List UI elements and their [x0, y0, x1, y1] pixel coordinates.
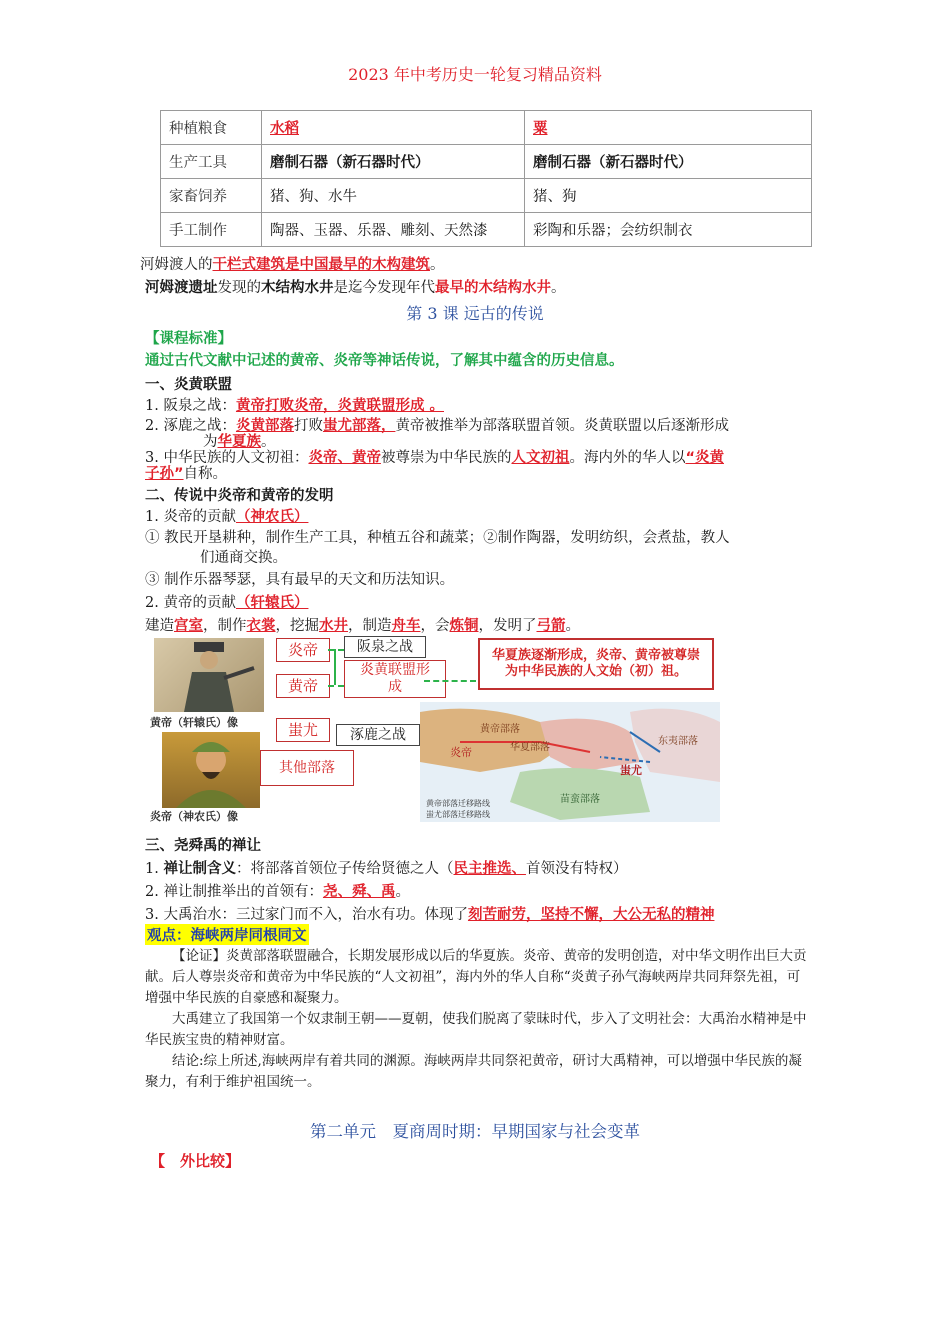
arrow-dashed: [328, 685, 344, 687]
row-label: 生产工具: [161, 145, 262, 179]
map-label: 黄帝部落: [480, 724, 520, 735]
box-others: 其他部落: [260, 750, 354, 786]
table-row: [161, 145, 812, 179]
table-row: [161, 213, 812, 247]
migration-map: [420, 702, 720, 822]
box-huangdi: 黄帝: [276, 674, 330, 698]
s1-line-3b: 子孙”自称。: [145, 466, 228, 482]
map-label: 华夏部落: [510, 742, 550, 753]
s3-line-2: 2. 禅让制推举出的首领有：尧、舜、禹。: [145, 884, 410, 900]
huangdi-figure-icon: [154, 638, 264, 712]
yandi-figure-icon: [162, 732, 260, 808]
essay-yu: 大禹建立了我国第一个奴隶制王朝——夏朝，使我们脱离了蒙昧时代，步入了文明社会：大禹治水精神是中华民族宝贵的精神财富。: [145, 1011, 807, 1048]
table-row: [161, 111, 812, 145]
map-legend-1: 黄帝部落迁移路线: [426, 799, 490, 808]
cell-banpo: 猪、狗: [525, 179, 812, 213]
cell-banpo: 彩陶和乐器；会纺织制衣: [525, 213, 812, 247]
cell-banpo: 粟: [525, 111, 812, 145]
box-yandi: 炎帝: [276, 638, 330, 662]
essay-argument: 【论证】炎黄部落联盟融合，长期发展形成以后的华夏族。炎帝、黄帝的发明创造，对中华文明作出巨大贡献。后人尊崇炎帝和黄帝为中华民族的“人文初祖”，海内外的华人自称“炎黄子孙气海峡两岸共同拜祭先祖，可增强中华民族的自豪感和凝聚力。: [145, 948, 807, 1006]
viewpoint-highlight: 观点：海峡两岸同根同文: [145, 924, 309, 945]
cell-banpo: 磨制石器（新石器时代）: [525, 145, 812, 179]
box-zhuolu: 涿鹿之战: [336, 724, 420, 746]
section-2-heading: 二、传说中炎帝和黄帝的发明: [145, 488, 334, 504]
table-row: [161, 179, 812, 213]
s2-line-2: ① 教民开垦耕种，制作生产工具，种植五谷和蔬菜；②制作陶器，发明纺织，会煮盐，教人: [145, 530, 730, 546]
unit-title: 第二单元 夏商周时期：早期国家与社会变革: [310, 1122, 640, 1141]
s3-line-1: 1. 禅让制含义：将部落首领位子传给贤德之人（民主推选、首领没有特权）: [145, 861, 628, 877]
map-label: 东夷部落: [658, 736, 698, 747]
s1-line-1: 1. 阪泉之战：黄帝打败炎帝，炎黄联盟形成 。: [145, 398, 444, 414]
arrow-dashed: [328, 649, 344, 651]
row-label: 家畜饲养: [161, 179, 262, 213]
note-ganlan: 河姆渡人的干栏式建筑是中国最早的木构建筑。: [140, 257, 445, 273]
connector-line: [334, 649, 336, 685]
map-label: 蚩尤: [620, 764, 642, 777]
s2-line-2b: 们通商交换。: [200, 550, 287, 566]
caption-yandi: 炎帝（神农氏）像: [150, 810, 238, 823]
s2-line-1: 1. 炎帝的贡献（神农氏）: [145, 509, 309, 525]
lesson-title: 第 3 课 远古的传说: [406, 304, 544, 323]
legend-diagram: [148, 636, 720, 822]
note-well: 河姆渡遗址发现的木结构水井是迄今发现年代最早的木结构水井。: [145, 280, 566, 296]
standard-heading: 【课程标准】: [145, 331, 232, 347]
page-header: 2023 年中考历史一轮复习精品资料: [348, 65, 602, 84]
arrow-dashed: [424, 680, 476, 682]
map-legend-2: 蚩尤部落迁移路线: [426, 810, 490, 819]
map-label: 苗蛮部落: [560, 794, 600, 805]
map-label: 炎帝: [450, 746, 472, 759]
cell-hemudu: 陶器、玉器、乐器、雕刻、天然漆: [262, 213, 525, 247]
box-alliance: 炎黄联盟形成: [344, 660, 446, 698]
box-chiyou: 蚩尤: [276, 718, 330, 742]
box-result: 华夏族逐渐形成，炎帝、黄帝被尊崇为中华民族的人文始（初）祖。: [478, 638, 714, 690]
yandi-portrait: [162, 732, 260, 808]
huangdi-portrait: [154, 638, 264, 712]
cell-hemudu: 猪、狗、水牛: [262, 179, 525, 213]
section-1-heading: 一、炎黄联盟: [145, 377, 232, 393]
row-label: 手工制作: [161, 213, 262, 247]
s2-line-3: ③ 制作乐器琴瑟，具有最早的天文和历法知识。: [145, 572, 455, 588]
compare-heading: 【 外比较】: [150, 1152, 241, 1170]
s2-line-5: 建造宫室，制作衣裳，挖掘水井，制造舟车，会炼铜，发明了弓箭。: [145, 618, 580, 634]
s1-line-3: 3. 中华民族的人文初祖：炎帝、黄帝被尊崇为中华民族的人文初祖。海内外的华人以“炎黄: [145, 450, 724, 466]
box-banquan: 阪泉之战: [344, 636, 426, 658]
s3-line-3: 3. 大禹治水：三过家门而不入，治水有功。体现了刻苦耐劳，坚持不懈，大公无私的精神: [145, 907, 715, 923]
standard-text: 通过古代文献中记述的黄帝、炎帝等神话传说，了解其中蕴含的历史信息。: [145, 353, 624, 369]
row-label: 种植粮食: [161, 111, 262, 145]
cell-hemudu: 磨制石器（新石器时代）: [262, 145, 525, 179]
s1-line-2b: 为华夏族。: [203, 434, 276, 450]
cell-hemudu: 水稻: [262, 111, 525, 145]
essay-conclusion: 结论:综上所述,海峡两岸有着共同的渊源。海峡两岸共同祭祀黄帝，研讨大禹精神，可以增强中华民族的凝聚力，有利于维护祖国统一。: [145, 1053, 802, 1090]
agriculture-table: [160, 110, 812, 247]
section-3-heading: 三、尧舜禹的禅让: [145, 838, 261, 854]
s2-line-4: 2. 黄帝的贡献（轩辕氏）: [145, 595, 309, 611]
s1-line-2: 2. 涿鹿之战：炎黄部落打败蚩尤部落，黄帝被推举为部落联盟首领。炎黄联盟以后逐渐形成: [145, 418, 729, 434]
caption-huangdi: 黄帝（轩辕氏）像: [150, 716, 238, 729]
